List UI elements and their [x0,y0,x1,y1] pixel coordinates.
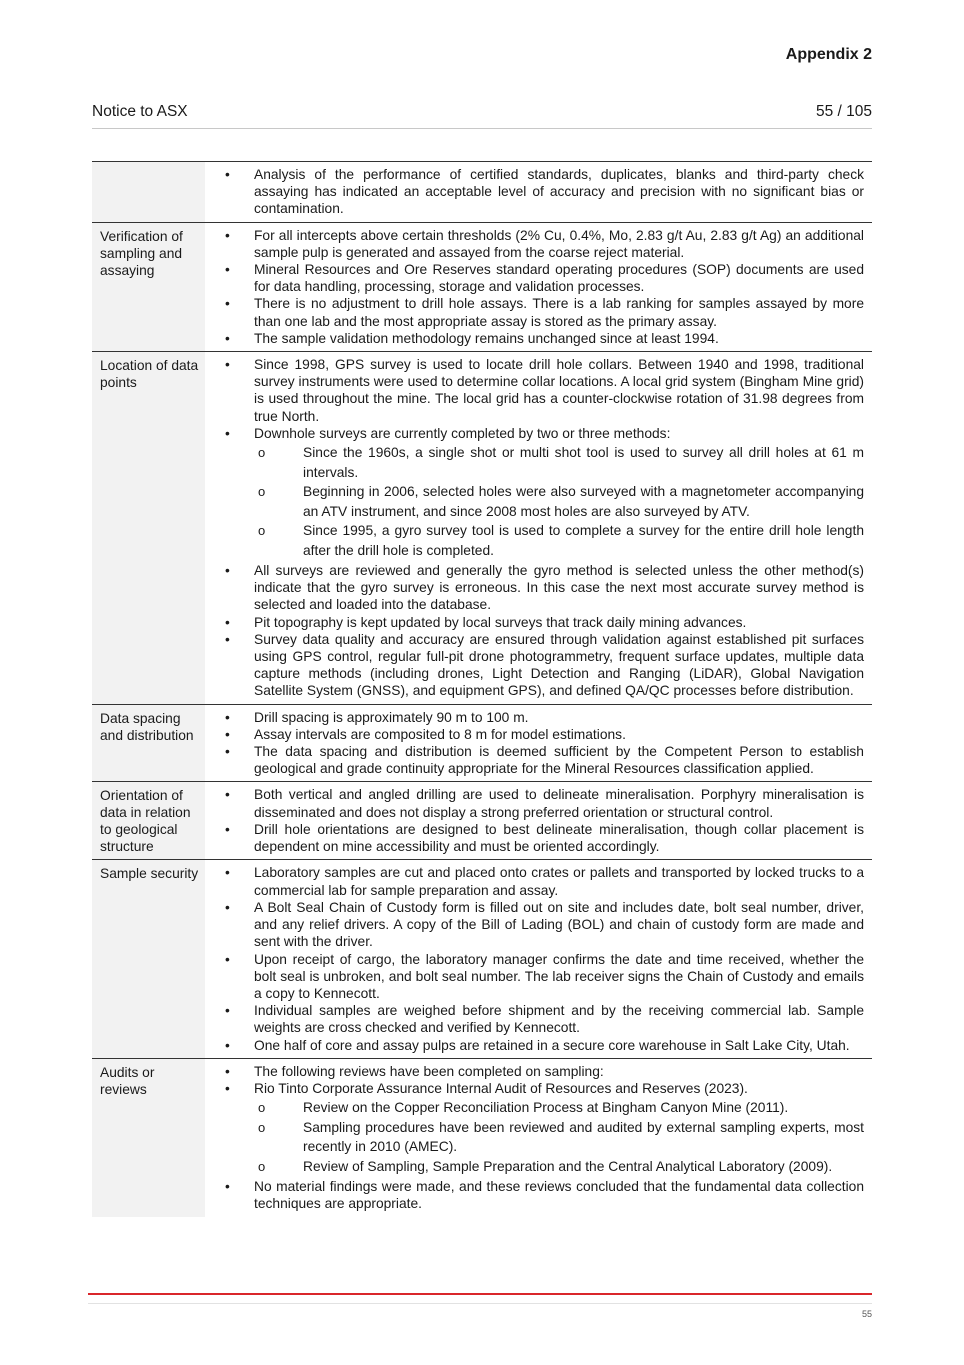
list-item [225,631,864,700]
table-row [92,1059,872,1217]
criteria-label: Data spacing and distribution [92,705,205,782]
list-item-text: Analysis of the performance of certified standards, duplicates, blanks and third-party check assaying has indicated an acceptable level of accuracy and precision with no significant bias or contamination. [254,167,864,217]
bullet-list [225,356,864,700]
commentary-cell [205,352,872,704]
list-item [225,1002,864,1036]
list-item-text: The sample validation methodology remains unchanged since at least 1994. [254,330,719,346]
criteria-label: Audits or reviews [92,1059,205,1217]
sub-list-item: o Review on the Copper Reconciliation Process at Bingham Canyon Mine (2011). [254,1098,864,1118]
list-item [225,330,864,347]
list-item-text: A Bolt Seal Chain of Custody form is filled out on site and includes date, bolt seal number, driver, and any relief drivers. A copy of the Bill of Lading (BOL) and chain of custody form are made and sent with the driver. [254,899,864,950]
list-item [225,1063,864,1080]
footer-red-rule [88,1293,872,1295]
table-row [92,782,872,860]
list-item [225,786,864,820]
list-item-text: Individual samples are weighed before shipment and by the receiving commercial lab. Sample weights are cross checked and verified by Kennecott. [254,1003,864,1036]
list-item-text: There is no adjustment to drill hole assays. There is a lab ranking for samples assayed by more than one lab and the most appropriate assay is stored as the primary assay. [254,296,864,329]
commentary-cell [205,1059,872,1217]
list-item [225,295,864,329]
footer-grey-rule [88,1303,872,1304]
list-item-text: Both vertical and angled drilling are used to delineate mineralisation. Porphyry mineralisation is disseminated and does not display a strong preferred orientation or structural control. [254,787,864,820]
list-item-text: For all intercepts above certain thresholds (2% Cu, 0.4%, Mo, 2.83 g/t Au, 2.83 g/t Ag) an additional sample pulp is generated and assayed from the coarse reject material. [254,227,864,260]
criteria-table [92,161,872,1217]
commentary-cell [205,860,872,1057]
table-row [92,162,872,223]
list-item-text: The data spacing and distribution is deemed sufficient by the Competent Person to establish geological and grade continuity appropriate for the Mineral Resources classification applied. [254,744,864,777]
sub-list-item: o Review of Sampling, Sample Preparation and the Central Analytical Laboratory (2009). [254,1157,864,1177]
criteria-label [92,162,205,222]
commentary-cell [205,223,872,351]
criteria-label: Verification of sampling and assaying [92,223,205,351]
list-item-text: Downhole surveys are currently completed by two or three methods: [254,425,671,441]
sub-list [254,1098,864,1176]
criteria-label: Location of data points [92,352,205,704]
list-item [225,726,864,743]
list-item [225,562,864,614]
bullet-list [225,786,864,855]
list-item-text: Since 1998, GPS survey is used to locate drill hole collars. Between 1940 and 1998, traditional survey instruments were used to determine collar locations. A local grid system (Bingham Mine grid) is used throughout the mine. The local grid has a counter-clockwise rotation of 31.98 degrees from true North. [254,357,864,424]
list-item [225,1037,864,1054]
commentary-cell [205,162,872,222]
page-reference: 55 / 105 [815,103,872,120]
bullet-list [225,864,864,1053]
sub-list-item: o Sampling procedures have been reviewed and audited by external sampling experts, most recently in 2010 (AMEC). [254,1118,864,1157]
list-item [225,166,864,218]
list-item [225,261,864,295]
list-item [225,614,864,631]
list-item-text: The following reviews have been completed on sampling: [254,1063,604,1079]
bullet-list [225,166,864,218]
list-item-text: Upon receipt of cargo, the laboratory manager confirms the date and time received, whether the bolt seal is unbroken, and bolt seal number. The lab receiver signs the Chain of Custody and emails a copy to Kennecott. [254,951,864,1001]
list-item [225,425,864,560]
criteria-label: Orientation of data in relation to geological structure [92,782,205,859]
list-item [225,709,864,726]
list-item [225,1080,864,1176]
list-item-text: No material findings were made, and these reviews concluded that the fundamental data collection techniques are appropriate. [254,1179,864,1212]
list-item [225,743,864,777]
bullet-list [225,1063,864,1213]
list-item-text: Mineral Resources and Ore Reserves standard operating procedures (SOP) documents are used for data handling, processing, storage and validation processes. [254,262,864,295]
list-item [225,899,864,951]
header-divider [92,128,872,129]
sub-list-item: o Beginning in 2006, selected holes were also surveyed with a magnetometer accompanying an ATV instrument, and since 2008 most holes are also surveyed by ATV. [254,482,864,521]
commentary-cell [205,705,872,782]
list-item [225,1178,864,1212]
list-item-text: Rio Tinto Corporate Assurance Internal Audit of Resources and Reserves (2023). [254,1080,748,1096]
list-item-text: One half of core and assay pulps are retained in a secure core warehouse in Salt Lake City, Utah. [254,1037,850,1053]
list-item [225,227,864,261]
list-item-text: Assay intervals are composited to 8 m for model estimations. [254,726,626,742]
commentary-cell [205,782,872,859]
table-row [92,223,872,352]
sub-list-item: o Since 1995, a gyro survey tool is used to complete a survey for the entire drill hole length after the drill hole is completed. [254,521,864,560]
list-item-text: Laboratory samples are cut and placed onto crates or pallets and transported by locked trucks to a commercial lab for sample preparation and assay. [254,865,864,898]
list-item [225,864,864,898]
list-item-text: Drill spacing is approximately 90 m to 100 m. [254,709,529,725]
table-row [92,352,872,705]
sub-list [254,443,864,560]
document-title: Notice to ASX [92,103,188,120]
list-item [225,821,864,855]
sub-list-item: o Since the 1960s, a single shot or multi shot tool is used to survey all drill holes at 61 m intervals. [254,443,864,482]
list-item-text: Survey data quality and accuracy are ensured through validation against established pit surfaces using GPS control, regular full-pit drone photogrammetry, frequent surface updates, multiple data capture methods (including drones, Light Detection and Ranging (LiDAR), Global Navigation Satellite System (GNSS), and equipment GPS), and defined QA/QC processes before distribution. [254,631,864,699]
footer-page-number: 55 [861,1309,872,1319]
list-item-text: Drill hole orientations are designed to best delineate mineralisation, though collar placement is dependent on mine accessibility and must be oriented accordingly. [254,821,864,855]
list-item-text: All surveys are reviewed and generally the gyro method is selected unless the other method(s) indicate that the gyro survey is erroneous. In this case the next most accurate survey method is selected and loaded into the database. [254,563,864,613]
criteria-label: Sample security [92,860,205,1057]
table-row [92,860,872,1058]
bullet-list [225,227,864,347]
list-item [225,356,864,425]
table-row [92,705,872,783]
list-item [225,951,864,1003]
appendix-label: Appendix 2 [785,46,872,63]
bullet-list [225,709,864,778]
list-item-text: Pit topography is kept updated by local surveys that track daily mining advances. [254,614,747,630]
